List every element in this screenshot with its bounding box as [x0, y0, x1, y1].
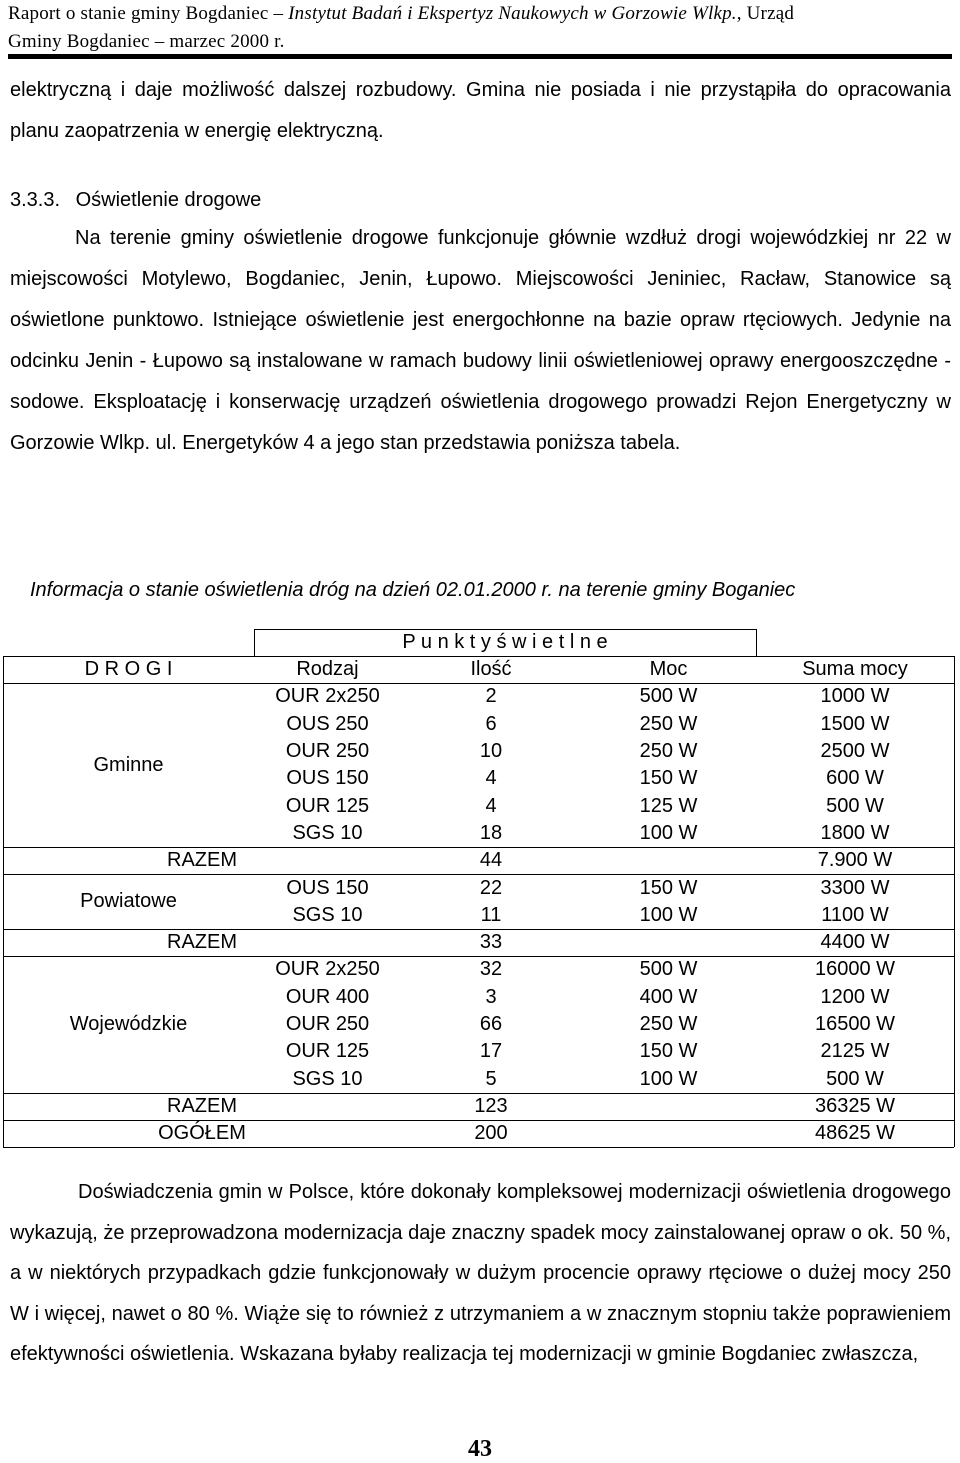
subtotal-label: RAZEM	[167, 849, 237, 872]
table-cell: 150 W	[639, 876, 698, 899]
table-cell: 32	[479, 958, 503, 981]
table-cell: 500 W	[826, 1067, 884, 1090]
table-cell: 150 W	[639, 1040, 698, 1063]
header-institute: Instytut Badań i Ekspertyz Naukowych w Gorzowie Wlkp.	[288, 3, 737, 24]
header-line-1	[8, 0, 952, 28]
table-cell: 3300 W	[820, 876, 890, 899]
column-header: Rodzaj	[296, 658, 359, 681]
table-cell: 2500 W	[820, 740, 890, 763]
subtotal-label: RAZEM	[167, 1094, 237, 1117]
header-report-title: Raport o stanie gminy Bogdaniec –	[8, 3, 289, 24]
section-title: Oświetlenie drogowe	[75, 189, 262, 211]
table-cell: OUR 125	[285, 794, 370, 817]
table-cell: 16500 W	[814, 1013, 896, 1036]
table-cell: 17	[479, 1040, 503, 1063]
table-cell: 400 W	[639, 985, 698, 1008]
table-cell: 4	[485, 794, 497, 817]
table-cell: 100 W	[639, 1067, 698, 1090]
table-cell: OUR 125	[285, 1040, 370, 1063]
header-rule	[8, 54, 952, 59]
column-header: Suma mocy	[802, 658, 908, 681]
table-cell: 500 W	[639, 958, 698, 981]
table-cell: 250 W	[639, 740, 698, 763]
table-cell: 22	[479, 876, 503, 899]
table-cell: OUS 150	[286, 767, 369, 790]
page-number: 43	[468, 1436, 492, 1462]
table-rule	[3, 656, 4, 1147]
table-cell: OUS 250	[286, 712, 369, 735]
table-cell: 600 W	[826, 767, 884, 790]
section-heading	[10, 180, 261, 220]
group-header: P u n k t y ś w i e t l n e	[402, 631, 608, 653]
subtotal-power: 36325 W	[814, 1094, 896, 1117]
table-cell: OUR 250	[285, 740, 370, 763]
grand-total-label: OGÓŁEM	[158, 1122, 246, 1145]
subtotal-count: 44	[479, 849, 503, 872]
column-header: D R O G I	[84, 658, 173, 681]
table-cell: 2125 W	[820, 1040, 890, 1063]
table-cell: 100 W	[639, 903, 698, 926]
table-cell: OUR 2x250	[275, 958, 380, 981]
running-header	[8, 0, 952, 56]
table-cell: OUS 150	[286, 876, 369, 899]
subtotal-count: 123	[474, 1094, 508, 1117]
road-category: Gminne	[93, 753, 164, 776]
table-cell: 6	[485, 712, 497, 735]
table-cell: 1100 W	[821, 903, 889, 926]
table-cell: 10	[479, 740, 503, 763]
table-cell: 100 W	[639, 821, 698, 844]
column-header: Ilość	[470, 658, 512, 681]
table-cell: 4	[485, 767, 497, 790]
table-rule	[3, 1147, 954, 1148]
table-cell: 18	[479, 821, 503, 844]
grand-total-count: 200	[474, 1122, 508, 1145]
table-cell: 5	[485, 1067, 497, 1090]
section-number: 3.3.3.	[10, 189, 61, 211]
header-line-2: Gminy Bogdaniec – marzec 2000 r.	[8, 31, 285, 52]
table-cell: 3	[485, 985, 497, 1008]
table-cell: 1000 W	[820, 685, 890, 708]
table-cell: OUR 400	[285, 985, 370, 1008]
street-lighting-table	[3, 629, 954, 1151]
table-cell: SGS 10	[292, 1067, 363, 1090]
table-cell: 1800 W	[820, 821, 890, 844]
subtotal-label: RAZEM	[167, 931, 237, 954]
subtotal-power: 7.900 W	[817, 849, 893, 872]
table-rule	[756, 629, 757, 656]
table-cell: 1500 W	[820, 712, 890, 735]
table-cell: 250 W	[639, 712, 698, 735]
table-cell: OUR 2x250	[275, 685, 380, 708]
table-cell: 250 W	[639, 1013, 698, 1036]
header-office: , Urząd	[736, 3, 795, 24]
table-cell: 1200 W	[820, 985, 890, 1008]
road-category: Wojewódzkie	[69, 1013, 188, 1036]
table-cell: SGS 10	[292, 821, 363, 844]
body-paragraph: Na terenie gminy oświetlenie drogowe funkcjonuje głównie wzdłuż drogi wojewódzkiej nr 22 w miejscowości Motylewo, Bogdaniec, Jenin, Łupowo. Miejscowości Jeniniec, Racław, Stanowice są oświetlone punktowo. Istniejące oświetlenie jest energochłonne na bazie opraw rtęciowych. Jedynie na odcinku Jenin - Łupowo są instalowane w ramach budowy linii oświetleniowej oprawy energooszczędne - sodowe. Eksploatację i konserwację urządzeń oświetlenia drogowego prowadzi Rejon Energetyczny w Gorzowie Wlkp. ul. Energetyków 4 a jego stan przedstawia poniższa tabela.	[10, 227, 951, 454]
subtotal-power: 4400 W	[820, 931, 890, 954]
table-cell: 16000 W	[814, 958, 896, 981]
table-rule	[954, 656, 955, 1147]
table-cell: 66	[479, 1013, 503, 1036]
closing-paragraph: Doświadczenia gmin w Polsce, które dokonały kompleksowej modernizacji oświetlenia drogowego wykazują, że przeprowadzona modernizacja daje znaczny spadek mocy zainstalowanej opraw o ok. 50 %, a w niektórych przypadkach gdzie funkcjonowały w dużym procencie oprawy rtęciowe o dużej mocy 250 W i więcej, nawet o 80 %. Wiąże się to również z utrzymaniem a w znacznym stopniu także poprawieniem efektywności oświetlenia. Wskazana byłaby realizacja tej modernizacji w gminie Bogdaniec zwłaszcza,	[10, 1181, 951, 1365]
subtotal-count: 33	[479, 931, 503, 954]
intro-paragraph: elektryczną i daje możliwość dalszej rozbudowy. Gmina nie posiada i nie przystąpiła do opracowania planu zaopatrzenia w energię elektryczną.	[10, 79, 951, 142]
grand-total-power: 48625 W	[814, 1122, 896, 1145]
road-category: Powiatowe	[80, 890, 177, 913]
table-cell: OUR 250	[285, 1013, 370, 1036]
table-cell: 125 W	[639, 794, 698, 817]
table-cell: 2	[485, 685, 497, 708]
table-caption: Informacja o stanie oświetlenia dróg na dzień 02.01.2000 r. na terenie gminy Boganiec	[30, 579, 796, 601]
table-cell: SGS 10	[292, 903, 363, 926]
table-cell: 500 W	[639, 685, 698, 708]
table-cell: 11	[480, 903, 502, 926]
column-header: Moc	[649, 658, 688, 681]
table-cell: 500 W	[826, 794, 884, 817]
table-cell: 150 W	[639, 767, 698, 790]
